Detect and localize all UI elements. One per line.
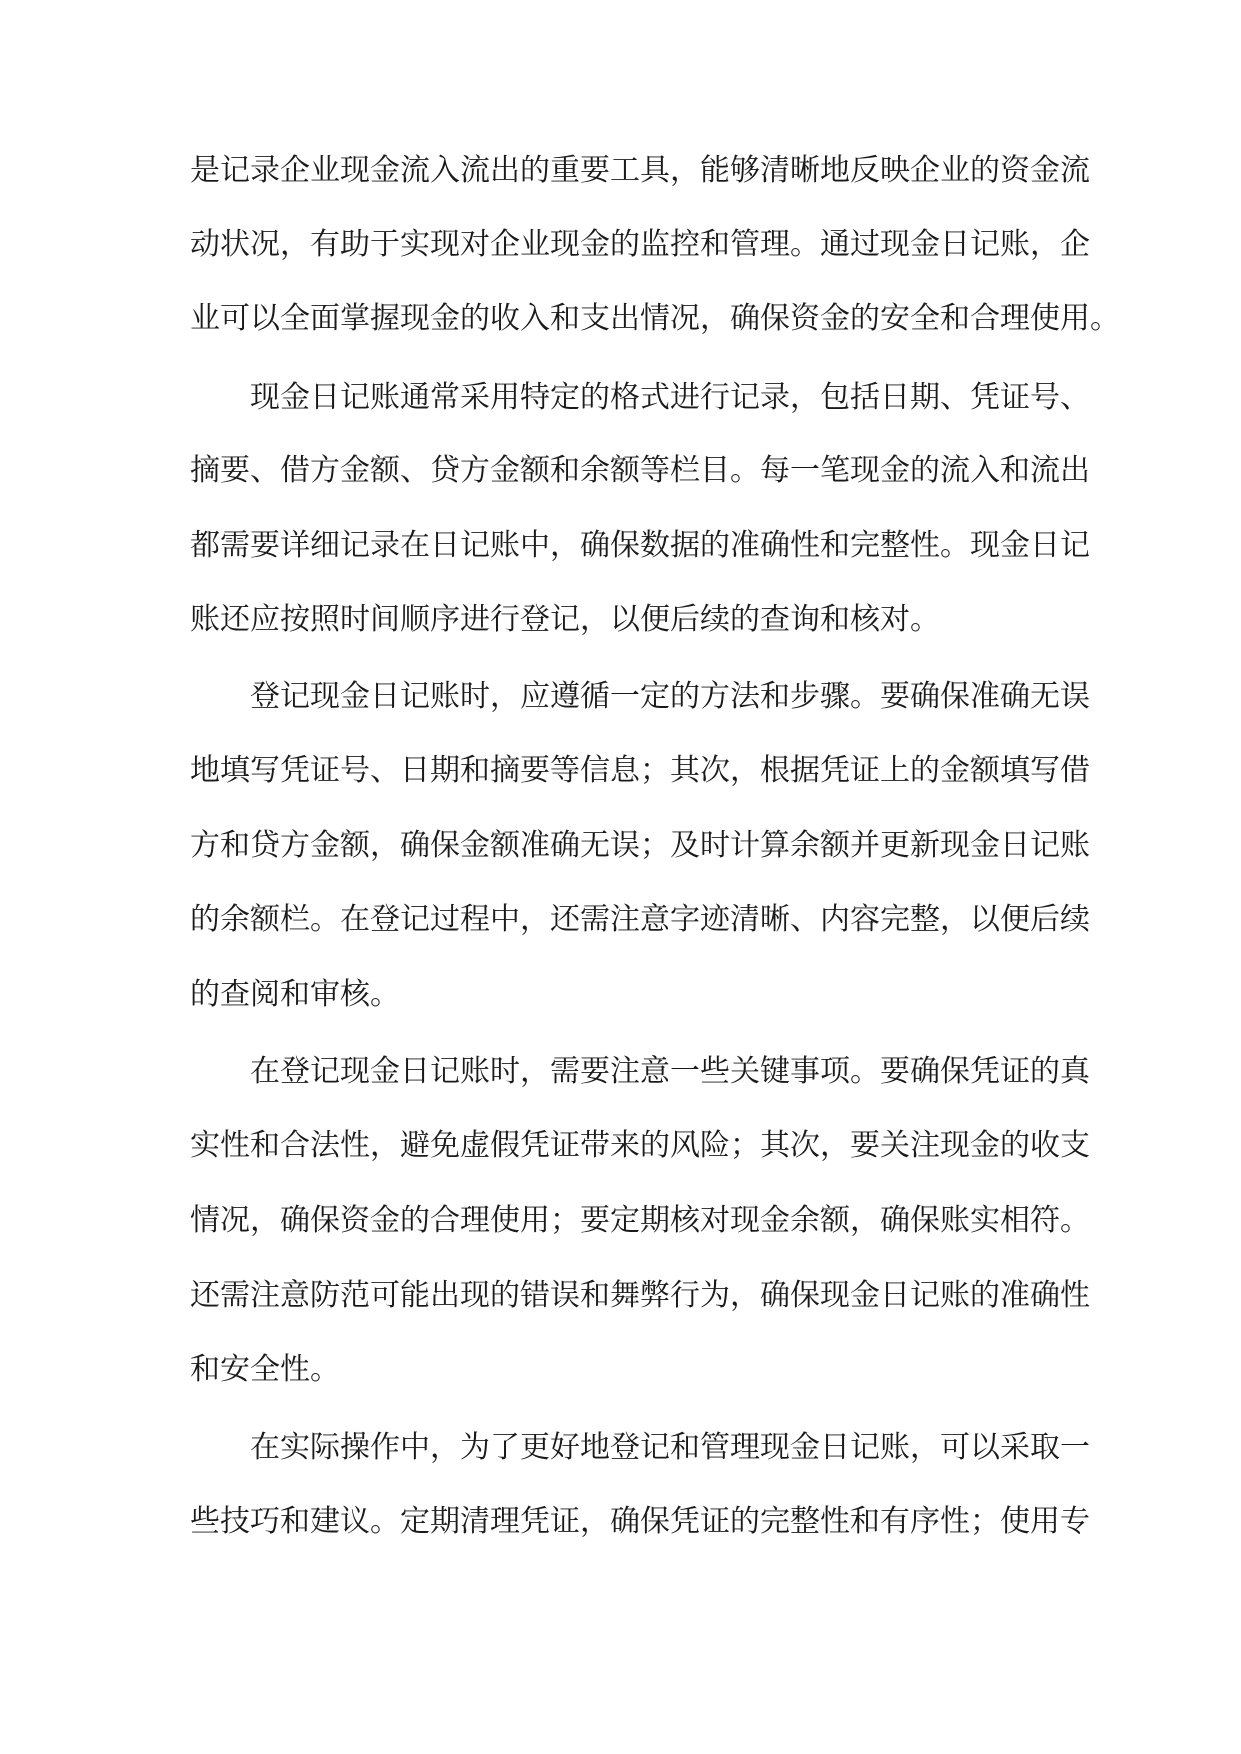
paragraph-4-line-3: 情况，确保资金的合理使用；要定期核对现金余额，确保账实相符。 — [190, 1203, 1090, 1238]
paragraph-2-line-2: 摘要、借方金额、贷方金额和余额等栏目。每一笔现金的流入和流出 — [190, 453, 1090, 488]
paragraph-2-line-1: 现金日记账通常采用特定的格式进行记录，包括日期、凭证号、 — [250, 380, 1090, 415]
paragraph-4-line-4: 还需注意防范可能出现的错误和舞弊行为，确保现金日记账的准确性 — [190, 1278, 1090, 1313]
paragraph-5-line-2: 些技巧和建议。定期清理凭证，确保凭证的完整性和有序性；使用专 — [190, 1504, 1090, 1539]
paragraph-3-line-4: 的余额栏。在登记过程中，还需注意字迹清晰、内容完整，以便后续 — [190, 902, 1090, 937]
paragraph-2-line-3: 都需要详细记录在日记账中，确保数据的准确性和完整性。现金日记 — [190, 528, 1090, 563]
paragraph-3-line-2: 地填写凭证号、日期和摘要等信息；其次，根据凭证上的金额填写借 — [190, 753, 1090, 788]
paragraph-4-line-1: 在登记现金日记账时，需要注意一些关键事项。要确保凭证的真 — [250, 1054, 1090, 1089]
paragraph-4-line-5: 和安全性。 — [190, 1352, 340, 1387]
paragraph-1-line-1: 是记录企业现金流入流出的重要工具，能够清晰地反映企业的资金流 — [190, 153, 1090, 188]
paragraph-2-line-4: 账还应按照时间顺序进行登记，以便后续的查询和核对。 — [190, 602, 940, 637]
paragraph-3-line-1: 登记现金日记账时，应遵循一定的方法和步骤。要确保准确无误 — [250, 679, 1090, 714]
paragraph-4-line-2: 实性和合法性，避免虚假凭证带来的风险；其次，要关注现金的收支 — [190, 1128, 1090, 1163]
paragraph-1-line-2: 动状况，有助于实现对企业现金的监控和管理。通过现金日记账，企 — [190, 227, 1090, 262]
paragraph-3-line-5: 的查阅和审核。 — [190, 977, 400, 1012]
paragraph-3-line-3: 方和贷方金额，确保金额准确无误；及时计算余额并更新现金日记账 — [190, 828, 1090, 863]
paragraph-5-line-1: 在实际操作中，为了更好地登记和管理现金日记账，可以采取一 — [250, 1430, 1090, 1465]
paragraph-1-line-3: 业可以全面掌握现金的收入和支出情况，确保资金的安全和合理使用。 — [190, 301, 1120, 336]
